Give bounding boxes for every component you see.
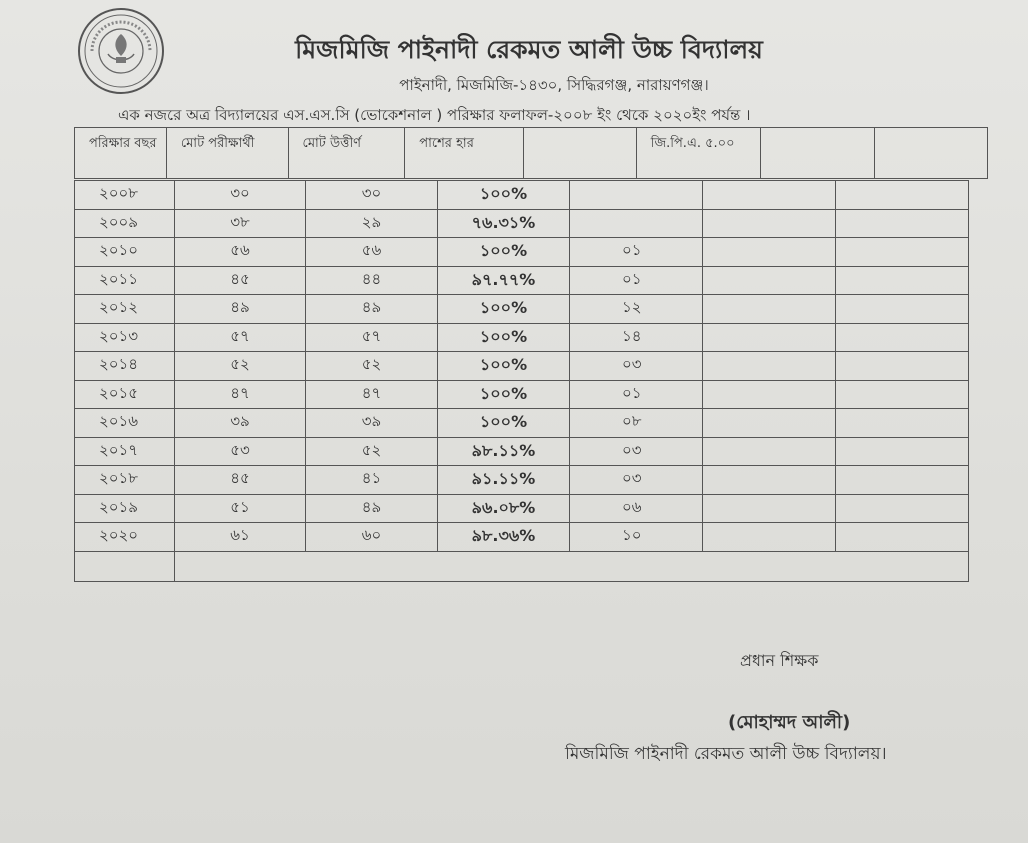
empty-cell bbox=[836, 466, 969, 495]
gpa-cell: ০৬ bbox=[570, 494, 703, 523]
empty-cell bbox=[703, 352, 836, 381]
gpa-cell: ০৩ bbox=[570, 437, 703, 466]
year-cell: ২০১৯ bbox=[75, 494, 175, 523]
gpa-cell: ১০ bbox=[570, 523, 703, 552]
pass-rate-cell: ১০০% bbox=[438, 238, 570, 267]
gpa-cell: ০১ bbox=[570, 238, 703, 267]
empty-cell bbox=[703, 209, 836, 238]
empty-cell bbox=[703, 437, 836, 466]
result-caption: এক নজরে অত্র বিদ্যালয়ের এস.এস.সি (ভোকেশনাল ) পরিক্ষার ফলাফল-২০০৮ ইং থেকে ২০২০ইং পর্যন্ত । bbox=[118, 106, 751, 124]
empty-cell bbox=[703, 295, 836, 324]
examinees-cell: ৫৭ bbox=[175, 323, 306, 352]
pass-rate-cell: ১০০% bbox=[438, 181, 570, 210]
school-title: মিজমিজি পাইনাদী রেকমত আলী উচ্চ বিদ্যালয় bbox=[295, 35, 763, 64]
pass-rate-cell: ৯৬.০৮% bbox=[438, 494, 570, 523]
empty-cell bbox=[703, 323, 836, 352]
empty-cell bbox=[703, 380, 836, 409]
passed-cell: ৫৬ bbox=[306, 238, 438, 267]
empty-cell bbox=[703, 494, 836, 523]
table-row bbox=[75, 466, 969, 495]
table-row bbox=[75, 181, 969, 210]
pass-rate-cell: ১০০% bbox=[438, 380, 570, 409]
gpa-cell: ০৮ bbox=[570, 409, 703, 438]
year-cell: ২০১৫ bbox=[75, 380, 175, 409]
empty-cell bbox=[703, 238, 836, 267]
signature-name: (মোহাম্মদ আলী) bbox=[728, 712, 851, 733]
table-row bbox=[75, 295, 969, 324]
empty-cell bbox=[703, 181, 836, 210]
table-row bbox=[75, 238, 969, 267]
school-address: পাইনাদী, মিজমিজি-১৪৩০, সিদ্ধিরগঞ্জ, নারায়ণগঞ্জ। bbox=[399, 76, 709, 94]
pass-rate-cell: ৯৮.৩৬% bbox=[438, 523, 570, 552]
table-row bbox=[75, 523, 969, 552]
empty-cell bbox=[703, 409, 836, 438]
year-cell: ২০০৮ bbox=[75, 181, 175, 210]
year-cell: ২০১২ bbox=[75, 295, 175, 324]
gpa-cell: ১৪ bbox=[570, 323, 703, 352]
passed-cell: ৫২ bbox=[306, 437, 438, 466]
header-empty-2 bbox=[761, 128, 876, 178]
year-cell: ২০২০ bbox=[75, 523, 175, 552]
header-empty-1 bbox=[524, 128, 637, 178]
results-table bbox=[74, 180, 969, 582]
header-empty-3 bbox=[875, 128, 987, 178]
table-row bbox=[75, 409, 969, 438]
year-cell: ২০১৬ bbox=[75, 409, 175, 438]
empty-cell bbox=[703, 523, 836, 552]
table-row bbox=[75, 209, 969, 238]
gpa-cell: ০১ bbox=[570, 266, 703, 295]
passed-cell: ৪৪ bbox=[306, 266, 438, 295]
table-header-row bbox=[74, 127, 988, 179]
passed-cell: ৪৯ bbox=[306, 295, 438, 324]
pass-rate-cell: ৭৬.৩১% bbox=[438, 209, 570, 238]
year-cell: ২০১৮ bbox=[75, 466, 175, 495]
table-row bbox=[75, 380, 969, 409]
table-row bbox=[75, 323, 969, 352]
year-cell: ২০১৩ bbox=[75, 323, 175, 352]
year-cell: ২০১৪ bbox=[75, 352, 175, 381]
gpa-cell bbox=[570, 209, 703, 238]
pass-rate-cell: ১০০% bbox=[438, 295, 570, 324]
passed-cell: ৩০ bbox=[306, 181, 438, 210]
examinees-cell: ৫১ bbox=[175, 494, 306, 523]
pass-rate-cell: ১০০% bbox=[438, 409, 570, 438]
empty-cell bbox=[175, 551, 969, 581]
header-pass-rate: পাশের হার bbox=[405, 128, 524, 178]
table-row bbox=[75, 266, 969, 295]
empty-cell bbox=[836, 266, 969, 295]
table-row bbox=[75, 352, 969, 381]
passed-cell: ৩৯ bbox=[306, 409, 438, 438]
year-cell: ২০১১ bbox=[75, 266, 175, 295]
examinees-cell: ৩৮ bbox=[175, 209, 306, 238]
examinees-cell: ৪৫ bbox=[175, 266, 306, 295]
signature-role: প্রধান শিক্ষক bbox=[740, 651, 819, 670]
table-row bbox=[75, 437, 969, 466]
year-cell: ২০০৯ bbox=[75, 209, 175, 238]
empty-cell bbox=[836, 295, 969, 324]
passed-cell: ৪১ bbox=[306, 466, 438, 495]
passed-cell: ৫৭ bbox=[306, 323, 438, 352]
gpa-cell: ০১ bbox=[570, 380, 703, 409]
gpa-cell: ১২ bbox=[570, 295, 703, 324]
empty-cell bbox=[836, 209, 969, 238]
pass-rate-cell: ৯৭.৭৭% bbox=[438, 266, 570, 295]
header-total-examinees: মোট পরীক্ষার্থী bbox=[167, 128, 289, 178]
empty-cell bbox=[75, 551, 175, 581]
header-gpa-5: জি.পি.এ. ৫.০০ bbox=[637, 128, 761, 178]
signature-school: মিজমিজি পাইনাদী রেকমত আলী উচ্চ বিদ্যালয়। bbox=[565, 744, 887, 764]
passed-cell: ৬০ bbox=[306, 523, 438, 552]
empty-cell bbox=[836, 380, 969, 409]
gpa-cell bbox=[570, 181, 703, 210]
header-exam-year: পরিক্ষার বছর bbox=[75, 128, 167, 178]
passed-cell: ২৯ bbox=[306, 209, 438, 238]
pass-rate-cell: ৯৮.১১% bbox=[438, 437, 570, 466]
examinees-cell: ৫৬ bbox=[175, 238, 306, 267]
empty-cell bbox=[836, 409, 969, 438]
examinees-cell: ৪৭ bbox=[175, 380, 306, 409]
empty-cell bbox=[836, 238, 969, 267]
empty-cell bbox=[836, 494, 969, 523]
gpa-cell: ০৩ bbox=[570, 466, 703, 495]
empty-cell bbox=[836, 437, 969, 466]
year-cell: ২০১৭ bbox=[75, 437, 175, 466]
examinees-cell: ৩০ bbox=[175, 181, 306, 210]
empty-cell bbox=[836, 523, 969, 552]
empty-cell bbox=[836, 352, 969, 381]
examinees-cell: ৩৯ bbox=[175, 409, 306, 438]
empty-cell bbox=[836, 323, 969, 352]
pass-rate-cell: ৯১.১১% bbox=[438, 466, 570, 495]
empty-cell bbox=[703, 466, 836, 495]
passed-cell: ৫২ bbox=[306, 352, 438, 381]
empty-cell bbox=[836, 181, 969, 210]
passed-cell: ৪৭ bbox=[306, 380, 438, 409]
empty-cell bbox=[703, 266, 836, 295]
header-total-passed: মোট উত্তীর্ণ bbox=[289, 128, 406, 178]
year-cell: ২০১০ bbox=[75, 238, 175, 267]
examinees-cell: ৪৯ bbox=[175, 295, 306, 324]
passed-cell: ৪৯ bbox=[306, 494, 438, 523]
examinees-cell: ৪৫ bbox=[175, 466, 306, 495]
gpa-cell: ০৩ bbox=[570, 352, 703, 381]
pass-rate-cell: ১০০% bbox=[438, 352, 570, 381]
table-row bbox=[75, 494, 969, 523]
examinees-cell: ৫৩ bbox=[175, 437, 306, 466]
examinees-cell: ৫২ bbox=[175, 352, 306, 381]
examinees-cell: ৬১ bbox=[175, 523, 306, 552]
table-row-blank bbox=[75, 551, 969, 581]
pass-rate-cell: ১০০% bbox=[438, 323, 570, 352]
